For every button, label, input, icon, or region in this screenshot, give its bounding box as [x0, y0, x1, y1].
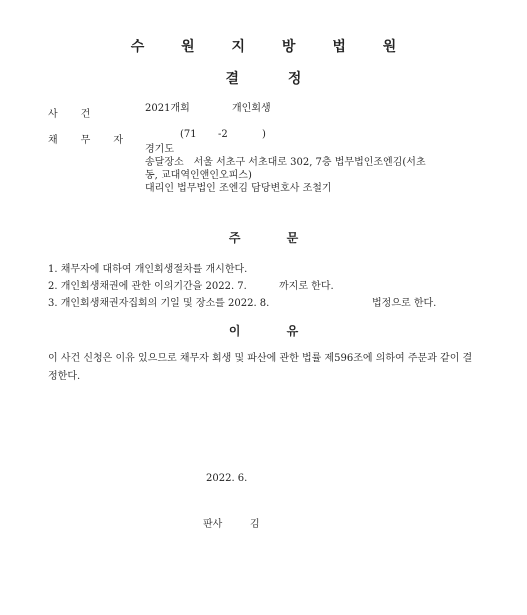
case-type: 개인회생	[232, 103, 271, 114]
judge-title: 판사	[203, 519, 223, 530]
debtor-id-mid: -2	[218, 129, 228, 140]
delivery-address-line2: 동, 교대역인앤인오피스)	[145, 170, 252, 181]
judge-name: 김	[250, 519, 260, 530]
order-item-3-tail: 법정으로 한다.	[372, 298, 437, 309]
order-item-3: 3. 개인회생채권자집회의 기일 및 장소를 2022. 8.	[48, 298, 270, 309]
court-name: 수 원 지 방 법 원	[130, 39, 413, 55]
reason-heading: 이 유	[228, 324, 299, 338]
debtor-agent: 대리인 법무법인 조엔김 담당변호사 조철기	[145, 183, 332, 194]
document-title: 결 정	[225, 71, 302, 87]
order-heading: 주 문	[228, 231, 299, 245]
debtor-id-open: (71	[180, 129, 197, 140]
case-number: 2021개회	[145, 103, 190, 114]
order-item-2: 2. 개인회생채권에 관한 이의기간을 2022. 7.	[48, 281, 247, 292]
delivery-address-line1: 송달장소 서울 서초구 서초대로 302, 7층 법무법인조엔김(서초	[145, 157, 426, 168]
debtor-id-close: )	[262, 129, 266, 140]
order-item-2-tail: 까지로 한다.	[279, 281, 334, 292]
reason-text: 이 사건 신청은 이유 있으므로 채무자 회생 및 파산에 관한 법률 제596조에 의하여 주문과 같이 결정한다.	[48, 353, 473, 382]
debtor-address: 경기도	[145, 144, 174, 155]
order-item-1: 1. 채무자에 대하여 개인회생절차를 개시한다.	[48, 264, 248, 275]
case-label: 사건	[48, 109, 114, 120]
decision-date: 2022. 6.	[206, 473, 248, 484]
debtor-label: 채무자	[48, 135, 146, 146]
